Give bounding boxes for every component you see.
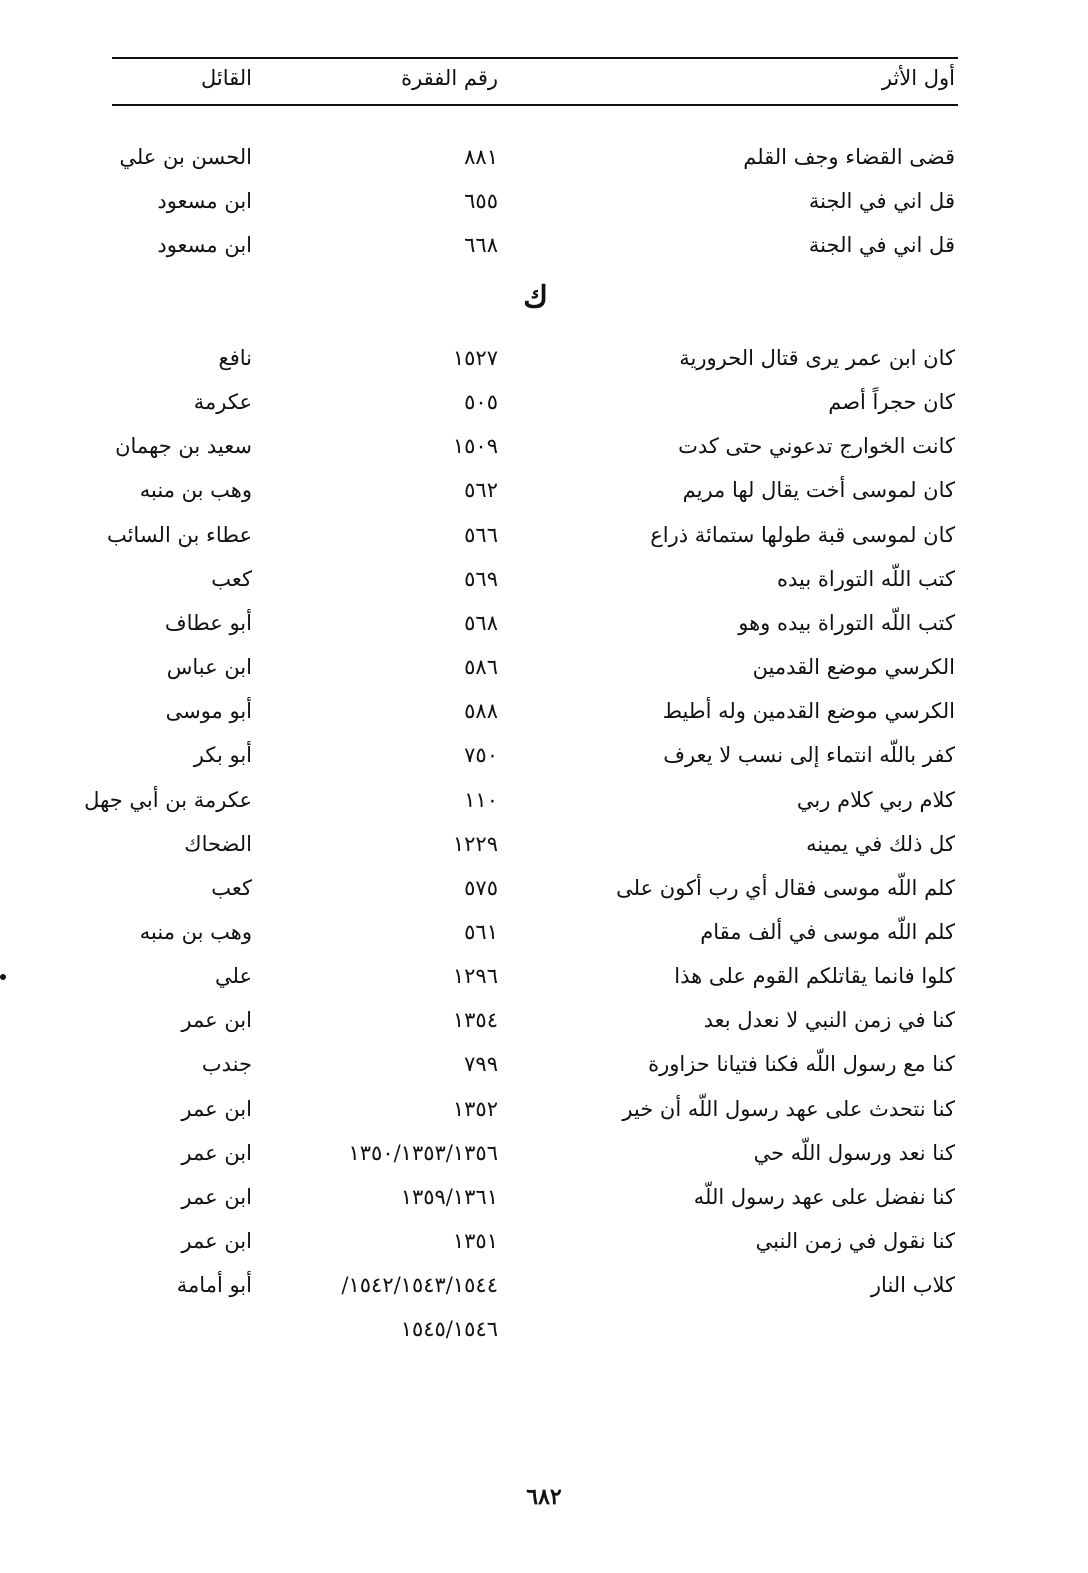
entry-sayer: عطاء بن السائب <box>106 522 252 547</box>
entry-paragraph-number: ٨٨١ <box>464 145 498 169</box>
entry-first-words: كلم اللّه موسى فقال أي رب أكون على <box>616 875 955 900</box>
entry-paragraph-number: ١٣٥٤ <box>452 1008 498 1033</box>
entry-row <box>0 181 1088 221</box>
margin-dot <box>0 974 6 980</box>
entry-sayer: أبو بكر <box>193 743 252 768</box>
entry-paragraph-number: ١٣٥٩/١٣٦١ <box>400 1184 498 1209</box>
entry-paragraph-number: ١٣٥٠/١٣٥٣/١٣٥٦ <box>348 1140 498 1165</box>
entry-paragraph-number: ١٣٥١ <box>452 1229 498 1253</box>
entry-row <box>0 956 1088 996</box>
entry-row <box>0 691 1088 731</box>
entry-sayer: عكرمة <box>193 390 252 415</box>
entry-paragraph-number: ١٢٢٩ <box>452 831 498 856</box>
entry-first-words: قل اني في الجنة <box>808 189 955 213</box>
entry-paragraph-number: ٦٥٥ <box>464 189 498 213</box>
entry-paragraph-number: ٥٨٨ <box>464 699 498 724</box>
entry-paragraph-number: ٥٧٥ <box>464 875 498 900</box>
entry-first-words: قل اني في الجنة <box>808 233 955 257</box>
entry-row <box>0 1000 1088 1040</box>
entry-row <box>0 225 1088 265</box>
entry-row <box>0 780 1088 820</box>
entry-paragraph-number: ٧٩٩ <box>464 1052 498 1077</box>
entry-row <box>0 912 1088 952</box>
entry-row <box>0 735 1088 775</box>
entry-row <box>0 1265 1088 1305</box>
entry-first-words: كانت الخوارج تدعوني حتى كدت <box>678 434 955 459</box>
entry-row <box>0 603 1088 643</box>
entry-first-words: قضى القضاء وجف القلم <box>743 145 955 169</box>
entry-sayer: ابن عباس <box>166 655 252 680</box>
header-paragraph-number: رقم الفقرة <box>401 66 498 90</box>
entry-sayer: ابن عمر <box>181 1096 252 1121</box>
entry-row <box>0 1089 1088 1129</box>
entry-row <box>0 382 1088 422</box>
entry-first-words: كنا مع رسول اللّه فكنا فتيانا حزاورة <box>648 1052 955 1077</box>
entry-row <box>0 1044 1088 1084</box>
entry-first-words: كنا في زمن النبي لا نعدل بعد <box>703 1008 955 1033</box>
entry-paragraph-number: ٥٦٩ <box>464 566 498 591</box>
entry-sayer: الضحاك <box>184 831 252 856</box>
entry-paragraph-number: ٥٦٨ <box>464 610 498 635</box>
header-first-words: أول الأثر <box>881 66 955 90</box>
entry-sayer: نافع <box>218 346 252 370</box>
entry-paragraph-number: ٥٦٦ <box>464 522 498 547</box>
entry-paragraph-number: ٥٠٥ <box>464 390 498 415</box>
entry-row <box>0 559 1088 599</box>
entry-sayer: الحسن بن علي <box>119 145 252 169</box>
entry-first-words: كفر باللّه انتماء إلى نسب لا يعرف <box>663 743 955 768</box>
entry-first-words: كنا نقول في زمن النبي <box>755 1229 955 1253</box>
entry-first-words: كان لموسى قبة طولها ستمائة ذراع <box>650 522 955 547</box>
entry-first-words: الكرسي موضع القدمين وله أطيط <box>662 699 955 724</box>
entry-paragraph-number: ٥٦١ <box>464 919 498 944</box>
entry-sayer: جندب <box>201 1052 252 1077</box>
entry-row <box>0 426 1088 466</box>
entry-first-words: كتب اللّه التوراة بيده <box>776 566 955 591</box>
header-rule <box>112 104 958 106</box>
entry-sayer: علي <box>215 964 252 989</box>
entry-first-words: كلام ربي كلام ربي <box>796 787 955 812</box>
entry-row <box>0 824 1088 864</box>
entry-first-words: كتب اللّه التوراة بيده وهو <box>738 610 955 635</box>
entry-paragraph-number: ١٢٩٦ <box>452 964 498 989</box>
entry-first-words: كل ذلك في يمينه <box>806 831 955 856</box>
entry-sayer: ابن مسعود <box>157 233 252 257</box>
entry-sayer: عكرمة بن أبي جهل <box>84 787 252 812</box>
entry-paragraph-number: ٦٦٨ <box>464 233 498 257</box>
entry-sayer: أبو أمامة <box>176 1273 252 1298</box>
entry-row <box>0 470 1088 510</box>
entry-sayer: كعب <box>211 875 252 900</box>
entry-first-words: كلم اللّه موسى في ألف مقام <box>700 919 955 944</box>
entry-sayer: ابن عمر <box>181 1008 252 1033</box>
entry-sayer: أبو عطاف <box>164 610 252 635</box>
entry-sayer: وهب بن منبه <box>139 919 252 944</box>
entry-sayer: ابن مسعود <box>157 189 252 213</box>
entry-row <box>0 1309 1088 1349</box>
entry-row <box>0 1133 1088 1173</box>
entry-row <box>0 137 1088 177</box>
entry-first-words: كنا نعد ورسول اللّه حي <box>753 1140 955 1165</box>
entry-sayer: سعيد بن جهمان <box>115 434 252 459</box>
entry-paragraph-number: ٥٨٦ <box>464 655 498 680</box>
entry-paragraph-number: ١٥٤٢/١٥٤٣/١٥٤٤/ <box>341 1273 498 1298</box>
entry-paragraph-number: ٥٦٢ <box>464 478 498 503</box>
entry-row <box>0 1177 1088 1217</box>
entry-row <box>0 868 1088 908</box>
entry-sayer: ابن عمر <box>181 1184 252 1209</box>
top-rule <box>112 57 958 59</box>
entry-sayer: أبو موسى <box>165 699 252 724</box>
entry-first-words: كلوا فانما يقاتلكم القوم على هذا <box>674 964 955 989</box>
page-number: ٦٨٢ <box>526 1484 562 1510</box>
entry-paragraph-number: ١٥٤٥/١٥٤٦ <box>400 1317 498 1342</box>
entry-paragraph-number: ١١٠ <box>464 787 498 812</box>
entry-first-words: كنا نتحدث على عهد رسول اللّه أن خير <box>622 1096 955 1121</box>
section-letter: ك <box>523 280 548 315</box>
header-sayer: القائل <box>200 66 252 90</box>
entry-row <box>0 647 1088 687</box>
entry-first-words: كنا نفضل على عهد رسول اللّه <box>693 1184 955 1209</box>
entry-first-words: كان ابن عمر يرى قتال الحرورية <box>679 346 955 370</box>
entry-sayer: كعب <box>211 566 252 591</box>
entry-first-words: كان لموسى أخت يقال لها مريم <box>682 478 955 503</box>
entry-sayer: ابن عمر <box>181 1140 252 1165</box>
entry-first-words: الكرسي موضع القدمين <box>752 655 955 680</box>
entry-paragraph-number: ١٥٢٧ <box>452 346 498 370</box>
entry-paragraph-number: ١٥٠٩ <box>452 434 498 459</box>
entry-row <box>0 1221 1088 1261</box>
entry-sayer: وهب بن منبه <box>139 478 252 503</box>
entry-row <box>0 515 1088 555</box>
entry-sayer: ابن عمر <box>181 1229 252 1253</box>
entry-paragraph-number: ٧٥٠ <box>464 743 498 768</box>
entry-first-words: كلاب النار <box>870 1273 955 1298</box>
entry-first-words: كان حجراً أصم <box>828 390 955 415</box>
entry-row <box>0 338 1088 378</box>
entry-paragraph-number: ١٣٥٢ <box>452 1096 498 1121</box>
